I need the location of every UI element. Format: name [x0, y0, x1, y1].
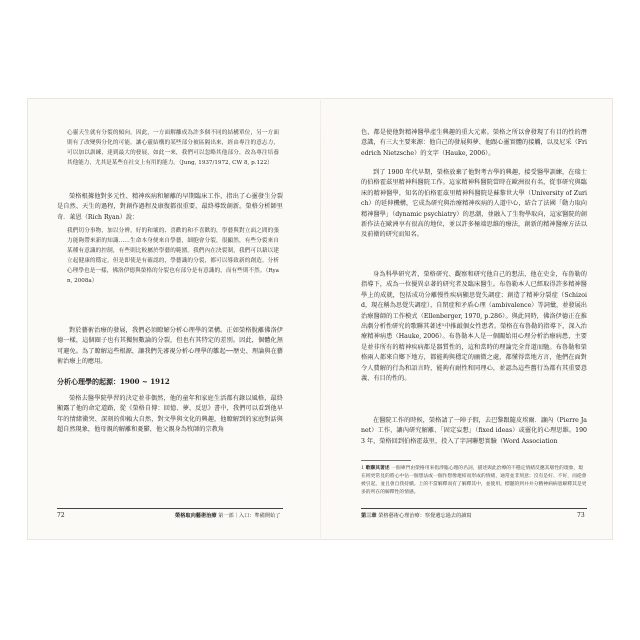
right-footer-rule	[361, 508, 587, 509]
chapter-title: 榮格藝術心理治療：察覺遺忘過去的讀寫	[378, 513, 472, 519]
origin-paragraph: 榮格去醫學院學習的決定並非偶然，他的童年和家庭生活都有錄以風格，最終顯露了他的命定道路，從《榮格自傳：回憶、夢、反思》書中，我們可以看到他早年的情緒衝突、深刻的仰賴大自然，對文學與文化的興趣，他瞭解到的家庭對話與超自然現象，他母親的解離和憂鬱，他父親身為牧師的宗教角	[57, 395, 283, 434]
footnote-term: 歌聯其著述	[365, 465, 390, 471]
footnote-marker: 1	[361, 466, 365, 471]
left-running-title	[175, 512, 280, 520]
section-heading: 分析心理學的起源：1900 ~ 1912	[57, 377, 170, 386]
janet-paragraph: 在醫院工作的時候，榮格請了一陣子假，去巴黎跟隨皮埃爾．讓內（Pierre Janet）工作，讓內研究解離、「固定妄想」（fixed ideas）或靈化的心理思維。1903 年，榮格回到伯格霍茲里，投入了字詞聯想實驗（Word Association	[361, 417, 587, 445]
right-page	[327, 98, 613, 540]
footnote-rule	[361, 460, 411, 461]
burgholzli-paragraph: 到了 1900 年代早期，榮格放棄了他對考古學的興趣，接受醫學訓練，在瑞士的伯格霍茲里精神科醫院工作。這家精神科醫院當時在歐洲很有名，從事研究與臨床的精神醫學，知名的伯格霍茲里精神科醫院是蘇黎世大學（University of Zurich）的延伸機構，它成為研究與治療精神疾病的人道中心，結合了法國「動力取向精神醫學」（dynamic psychiatry）的思潮，並融入了生物學取向，這家醫院的創新作法在歐洲享有很高的地位，並以許多極端思維的療法，創新的精神醫療方法以及前衛的研究而知名。	[361, 169, 587, 239]
continuation-paragraph: 色，都是使他對精神醫學產生興趣的重大元素。榮格之所以會發現了有目的性的潛意識，有三大主要來源：他自己的發展與夢、他跟心靈實體的接觸，以及尼采（Friedrich Nietzsche）的文字（Hauke, 2006）。	[361, 129, 587, 157]
left-footer-rule	[57, 508, 283, 509]
left-page	[27, 98, 313, 540]
chapter-number: 第三章	[361, 513, 377, 519]
footnote	[361, 464, 587, 497]
intro-paragraph: 榮格根據他對多元性、精神疾病和解離的早期臨床工作，指出了心靈發生分裂是自然、天生的過程，對創作過程及康復都很重要，最終導致創新。榮格分析師里奇．萊恩（Rich Ryan）說：	[57, 193, 283, 221]
left-page-number: 72	[57, 512, 65, 519]
opening-quote: 心靈天生就有分裂的傾向。因此，一方面解離成為許多個不同的結構單位，另一方面則有了改變與分化的可能。讓心靈結構的某些部分被區隔出來，經由專注的意志力，可以加以訓練，達到最大的發展，如此一來，我們可以忽略其他部分，改為專注培養其他能力，尤其是某些在社交上有用的能力。（Jung, 1937/1972, CW 8, p.122）	[67, 130, 279, 167]
part-title: 第一部｜入口：準備開始了	[218, 513, 281, 519]
development-paragraph: 對於藝術治療的發展，我們必須瞭解分析心理學的架構。正如榮格脫離佛洛伊德一樣，這個圈子也有其獨無數論的分裂，但也有其特定的差別。因此，個體化無可避免。為了瞭解這些根源，讓我們先審視分析心理學的雛起──歷史、理論與在藝術治療上的應用。	[57, 327, 283, 366]
book-title: 榮格取向藝術治療	[175, 513, 217, 519]
book-spread	[27, 98, 613, 540]
right-running-title	[361, 512, 472, 520]
gutter	[320, 98, 321, 540]
bleuler-paragraph: 身為科學研究者，榮格研究、觀察和研究他自己的想法，他在史金，布魯勒的指導下，成為一位優異卓著的研究者及臨床醫生。布魯勒本人已經取得許多精神醫學上的成就，包括成功分離慢性疾病顯思覺失調症；創造了精神分裂症（Schizoid，現在稱為思覺失調症）、自閉症和矛盾心理（ambivalence）等詞彙，並發展出治療醫師的工作模式（Ellenberger, 1970, p.286）。與此同時，佛洛伊德正在推出劇分析性研究的歌聯其著述¹中推敲個女性患者。榮格在布魯勒的指導下，深入治療精神病患（Hauke, 2006）。布魯勒本人是一個關始用心理分析治療病患，主要是並非所有的精神疾病都是器質性的，這和當時的理論完全背道而馳。布魯勒和榮格兩人都來自鄉下地方，都能夠與穩定的幽微之處，都懂得當地方言，他們在面對令人費解的行為和語言時，能夠有耐性和同理心，並認為這些舊行為都有其重要意義、有目的性的。	[361, 271, 587, 383]
ryan-quote: 我們切分事物，加以分辨，好的和壞的、喜歡的和不喜歡的，學藝與對立面之間的張力能夠帶來新的知識……生命本身便來自學藝，細胞會分裂，很顯然，有些分裂來自某種有意識的控制，有些則比較屬於學藝的範圍。我們內在決裂制，我們可以藉以建立起健康的穩定，但是即使是有確認的，學藝識的分裂，都可以導致新的創造。分析心理學也是一樣，佛洛伊德與榮格的分裂也有部分是有意識的，而有些則不然。（Ryan, 2008a）	[67, 228, 279, 285]
footnote-text: 一個專門由榮格用來指涉臨心理的名詞，描述與此治療的不穩定情緒反應其層性的現象，現在則更常見的將心中佔一個想法或一個作想像連結而形成的情緒，通常並非刻意；沒有是好、不好，而從會被引起，並且會自我持續。上的不當解釋而有了解釋其中，並使用。標題的到并并分精神病病患解釋其是更多的所在的解釋性的情感。	[361, 466, 587, 495]
right-page-number: 73	[577, 512, 585, 519]
